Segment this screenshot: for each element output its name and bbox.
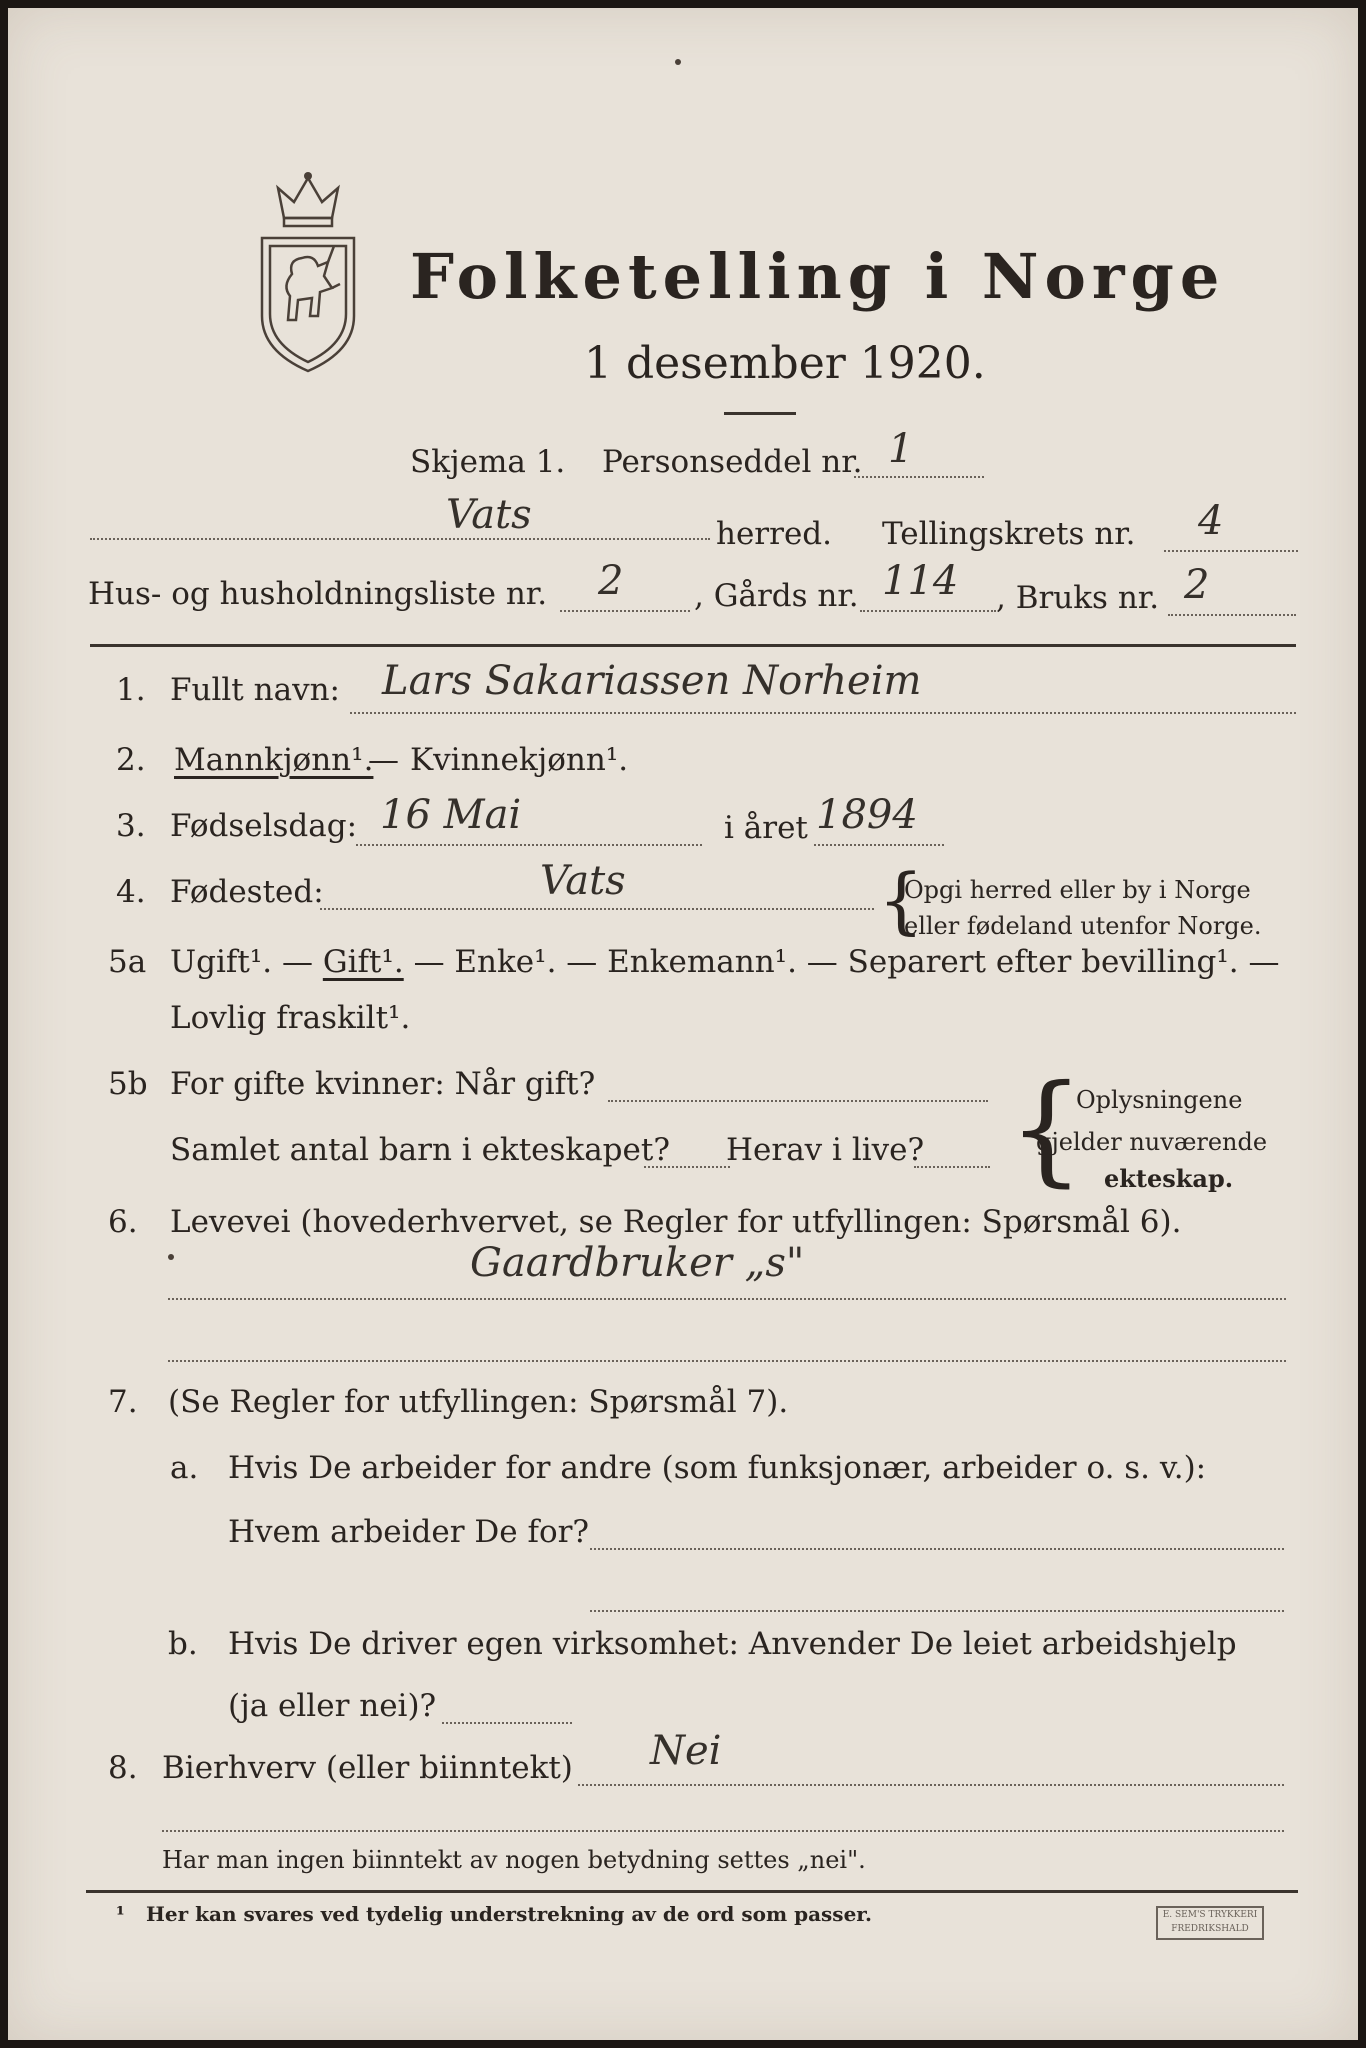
- bruks-label: , Bruks nr.: [996, 580, 1160, 616]
- hus-label: Hus- og husholdningsliste nr.: [88, 576, 548, 612]
- q2-number: 2.: [116, 742, 146, 778]
- q8-line2: [162, 1830, 1284, 1832]
- q3-day-line: [356, 844, 702, 846]
- q8-value[interactable]: Nei: [650, 1728, 722, 1774]
- q6-line2: [168, 1360, 1286, 1362]
- q5b-children-label: Samlet antal barn i ekteskapet?: [170, 1132, 670, 1168]
- q5a-lovlig-fraskilt-option[interactable]: Lovlig fraskilt¹.: [170, 1000, 411, 1036]
- tellingskrets-value[interactable]: 4: [1198, 498, 1224, 544]
- q7a-letter: a.: [170, 1450, 199, 1486]
- q7-label: (Se Regler for utfyllingen: Spørsmål 7).: [168, 1384, 789, 1420]
- footnote: Her kan svares ved tydelig understrekning av de ord som passer.: [146, 1902, 872, 1926]
- paper-speck: [675, 59, 681, 65]
- printer-stamp-line2: FREDRIKSHALD: [1171, 1924, 1249, 1934]
- footnote-mark: ¹: [116, 1902, 125, 1926]
- q7a-text: Hvis De arbeider for andre (som funksjonær, arbeider o. s. v.):: [228, 1450, 1207, 1486]
- hus-value[interactable]: 2: [598, 558, 624, 604]
- norwegian-coat-of-arms-icon: [248, 166, 368, 376]
- q5a-ugift-option[interactable]: Ugift¹.: [170, 944, 273, 980]
- q2-male-option[interactable]: Mannkjønn¹.: [174, 742, 374, 778]
- q6-occupation-value[interactable]: Gaardbruker „s": [470, 1240, 805, 1286]
- q5a-number: 5a: [108, 944, 147, 980]
- title-divider: [724, 412, 796, 415]
- q5b-note3: ekteskap.: [1104, 1164, 1234, 1193]
- q5b-line1: For gifte kvinner: Når gift?: [170, 1066, 596, 1102]
- printer-stamp: [1156, 1906, 1264, 1940]
- q4-note-line2: eller fødeland utenfor Norge.: [904, 912, 1262, 940]
- q7a-answer-line2: [590, 1610, 1284, 1612]
- q7b-question: (ja eller nei)?: [228, 1688, 437, 1724]
- census-date: 1 desember 1920.: [584, 338, 986, 389]
- q3-number: 3.: [116, 808, 146, 844]
- q4-birthplace-value[interactable]: Vats: [540, 858, 626, 904]
- q3-year-line: [814, 844, 944, 846]
- q4-number: 4.: [116, 874, 146, 910]
- q7a-answer-line: [590, 1548, 1284, 1550]
- q8-label: Bierhverv (eller biinntekt): [162, 1750, 573, 1786]
- q8-line: [578, 1784, 1284, 1786]
- q5a-separator: —: [272, 944, 323, 980]
- q4-label: Fødested:: [170, 874, 324, 910]
- q4-brace: {: [878, 858, 924, 942]
- q3-year-value[interactable]: 1894: [816, 792, 918, 838]
- q5b-brace: {: [1008, 1060, 1085, 1199]
- herred-line: [90, 538, 710, 540]
- form-title: Folketelling i Norge: [410, 240, 1226, 313]
- q4-line: [320, 908, 874, 910]
- q3-birthday-value[interactable]: 16 Mai: [380, 792, 522, 838]
- header-rule: [90, 644, 1296, 647]
- q5b-children-line: [644, 1166, 730, 1168]
- q7b-answer-line: [442, 1722, 572, 1724]
- q5b-note2: gjelder nuværende: [1036, 1128, 1268, 1156]
- q7-number: 7.: [108, 1384, 138, 1420]
- q1-number: 1.: [116, 672, 146, 708]
- personseddel-label: Personseddel nr.: [602, 444, 863, 480]
- q1-label: Fullt navn:: [170, 672, 340, 708]
- q5a-gift-option[interactable]: Gift¹.: [322, 944, 404, 980]
- personseddel-line: [854, 476, 984, 478]
- herred-value[interactable]: Vats: [446, 492, 532, 538]
- tellingskrets-line: [1164, 550, 1298, 552]
- printer-stamp-line1: E. SEM'S TRYKKERI: [1162, 1910, 1258, 1920]
- skjema-label: Skjema 1.: [410, 444, 566, 480]
- q6-number: 6.: [108, 1204, 138, 1240]
- q7b-text: Hvis De driver egen virksomhet: Anvender De leiet arbeidshjelp: [228, 1626, 1237, 1662]
- q5b-alive-label: Herav i live?: [726, 1132, 925, 1168]
- q3-year-label: i året: [724, 810, 808, 846]
- q5a-options: [170, 944, 1279, 980]
- bottom-note: Har man ingen biinntekt av nogen betydning settes „nei".: [162, 1846, 866, 1874]
- q5b-note1: Oplysningene: [1076, 1086, 1243, 1114]
- gards-label: , Gårds nr.: [694, 578, 859, 614]
- q5b-number: 5b: [108, 1066, 148, 1102]
- bruks-value[interactable]: 2: [1184, 562, 1210, 608]
- q2-female-option[interactable]: Kvinnekjønn¹.: [410, 742, 629, 778]
- hus-line: [560, 610, 690, 612]
- q3-label: Fødselsdag:: [170, 808, 358, 844]
- q8-number: 8.: [108, 1750, 138, 1786]
- census-form: [8, 8, 1358, 2040]
- footer-rule: [86, 1890, 1298, 1893]
- q5b-alive-line: [914, 1166, 990, 1168]
- q1-full-name[interactable]: Lars Sakariassen Norheim: [382, 658, 922, 704]
- q4-note-line1: Opgi herred eller by i Norge: [904, 876, 1251, 904]
- q7a-question: Hvem arbeider De for?: [228, 1514, 590, 1550]
- personseddel-value[interactable]: 1: [888, 426, 914, 472]
- q6-line1: [168, 1298, 1286, 1300]
- q6-bullet-mark: [168, 1254, 174, 1260]
- gards-value[interactable]: 114: [882, 558, 959, 604]
- tellingskrets-label: Tellingskrets nr.: [882, 516, 1136, 552]
- q7b-letter: b.: [168, 1626, 198, 1662]
- q6-label: Levevei (hovederhvervet, se Regler for utfyllingen: Spørsmål 6).: [170, 1204, 1182, 1240]
- q5b-married-line: [608, 1100, 988, 1102]
- q2-separator: —: [368, 742, 399, 778]
- herred-label: herred.: [716, 516, 832, 552]
- bruks-line: [1168, 614, 1296, 616]
- gards-line: [860, 610, 996, 612]
- q1-line: [350, 712, 1296, 714]
- q5a-other-options[interactable]: — Enke¹. — Enkemann¹. — Separert efter bevilling¹. —: [403, 944, 1280, 980]
